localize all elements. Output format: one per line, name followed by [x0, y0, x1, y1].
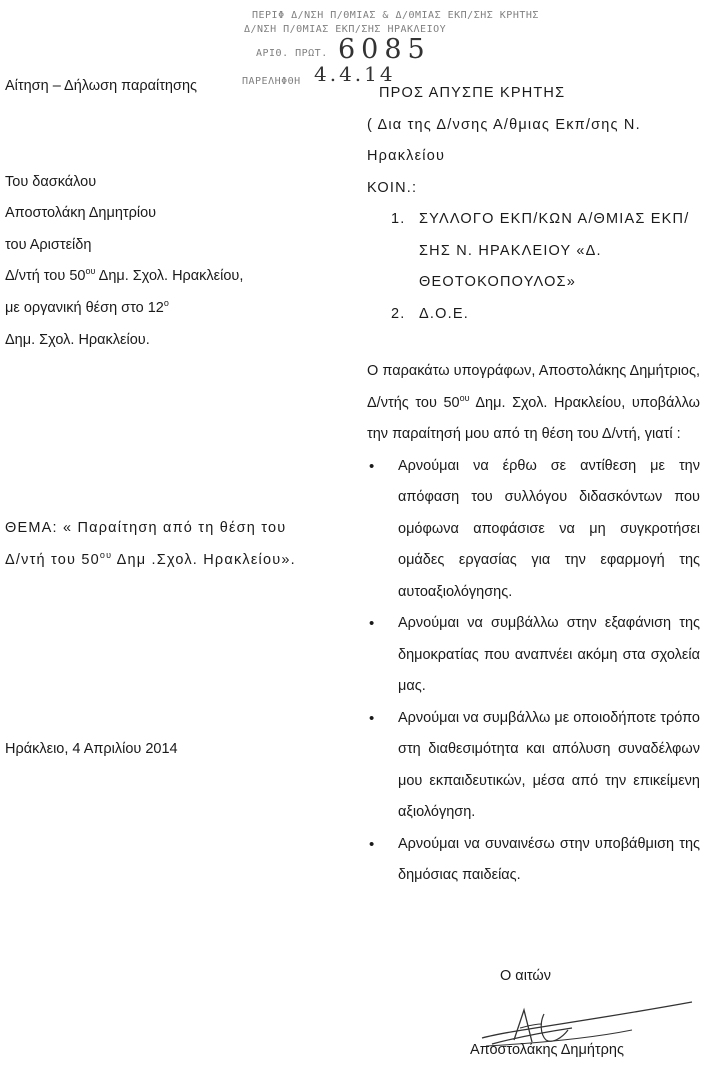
- bullet-icon: •: [369, 457, 375, 475]
- stamp-line-2: Δ/ΝΣΗ Π/ΘΜΙΑΣ ΕΚΠ/ΣΗΣ ΗΡΑΚΛΕΙΟΥ: [244, 24, 447, 35]
- bullet-icon: •: [369, 709, 375, 727]
- protocol-date-handwritten: 4.4.14: [314, 62, 396, 86]
- signature-label: Ο αιτών: [500, 968, 552, 984]
- sender-intro: Του δασκάλου: [5, 174, 97, 190]
- koin-label: ΚΟΙΝ.:: [367, 179, 418, 196]
- bullet-icon: •: [369, 835, 375, 853]
- stamp-line-1: ΠΕΡΙΦ Δ/ΝΣΗ Π/ΘΜΙΑΣ & Δ/ΘΜΙΑΣ ΕΚΠ/ΣΗΣ ΚΡΗΤΗΣ: [252, 10, 539, 21]
- cc-recipients-list: [367, 204, 700, 330]
- cc-recipient: 2. Δ.Ο.Ε.: [391, 305, 469, 322]
- signatory-name: Αποστολάκης Δημήτρης: [470, 1042, 624, 1058]
- subject-line-1: ΘΕΜΑ: « Παραίτηση από τη θέση του: [5, 520, 287, 536]
- stamp-line-3: ΑΡΙΘ. ΠΡΩΤ.: [256, 48, 328, 59]
- recipient-via: ( Δια της Δ/νσης Α/θμιας Εκπ/σης Ν. Ηρακλείου: [367, 116, 641, 164]
- sender-role: Δ/ντή του $50^{o\upsilon}$ Δημ. Σχολ. Ηρακλείου,: [5, 266, 244, 284]
- signature-area: [462, 1000, 702, 1070]
- recipient-block: [367, 78, 700, 330]
- body-block: [367, 356, 700, 892]
- reason-item: • Αρνούμαι να συμβάλλω με οποιοδήποτε τρόπο στη διαθεσιμότητα και απόλυση συναδέλφων μου εκπαιδευτικών, μέσα από την επικείμενη αξιολόγηση.: [367, 703, 700, 829]
- stamp-line-4: ΠΑΡΕΛΗΦΘΗ: [242, 76, 301, 87]
- sender-name: Αποστολάκη Δημητρίου: [5, 205, 157, 221]
- intro-paragraph: Ο παρακάτω υπογράφων, Αποστολάκης Δημήτριος, Δ/ντής του $50^{o\upsilon}$ Δημ. Σχολ. Ηρακλείου, υποβάλλω την παραίτησή μου από τη θέση του Δ/ντή, γιατί :: [367, 363, 700, 442]
- place-date: Ηράκλειο, 4 Απριλίου 2014: [5, 741, 178, 757]
- reason-item: • Αρνούμαι να συμβάλλω στην εξαφάνιση της δημοκρατίας που αναπνέει ακόμη στα σχολεία μας.: [367, 608, 700, 703]
- subject-line-2: Δ/ντή του $50^{o\upsilon}$ Δημ .Σχολ. Ηρακλείου».: [5, 550, 296, 568]
- sender-school: Δημ. Σχολ. Ηρακλείου.: [5, 332, 150, 348]
- handwritten-signature-icon: [462, 1000, 702, 1070]
- sender-organic-post: με οργανική θέση στο $12^o$: [5, 298, 169, 316]
- protocol-number-handwritten: 6085: [338, 34, 431, 65]
- reasons-list: [367, 451, 700, 892]
- document-type: Αίτηση – Δήλωση παραίτησης: [5, 78, 197, 94]
- sender-father: του Αριστείδη: [5, 237, 92, 253]
- reason-item: • Αρνούμαι να έρθω σε αντίθεση με την απόφαση του συλλόγου διδασκόντων που ομόφωνα αποφάσισε να μη συγκροτήσει ομάδες εργασίας για την εφαρμογή της αυτοαξιολόγησης.: [367, 451, 700, 609]
- recipient-to: ΠΡΟΣ ΑΠΥΣΠΕ ΚΡΗΤΗΣ: [379, 85, 566, 101]
- reason-item: • Αρνούμαι να συναινέσω στην υποβάθμιση της δημόσιας παιδείας.: [367, 829, 700, 892]
- cc-recipient: 1. ΣΥΛΛΟΓΟ ΕΚΠ/ΚΩΝ Α/ΘΜΙΑΣ ΕΚΠ/ΣΗΣ Ν. ΗΡΑΚΛΕΙΟΥ «Δ. ΘΕΟΤΟΚΟΠΟΥΛΟΣ»: [391, 211, 690, 290]
- bullet-icon: •: [369, 615, 375, 632]
